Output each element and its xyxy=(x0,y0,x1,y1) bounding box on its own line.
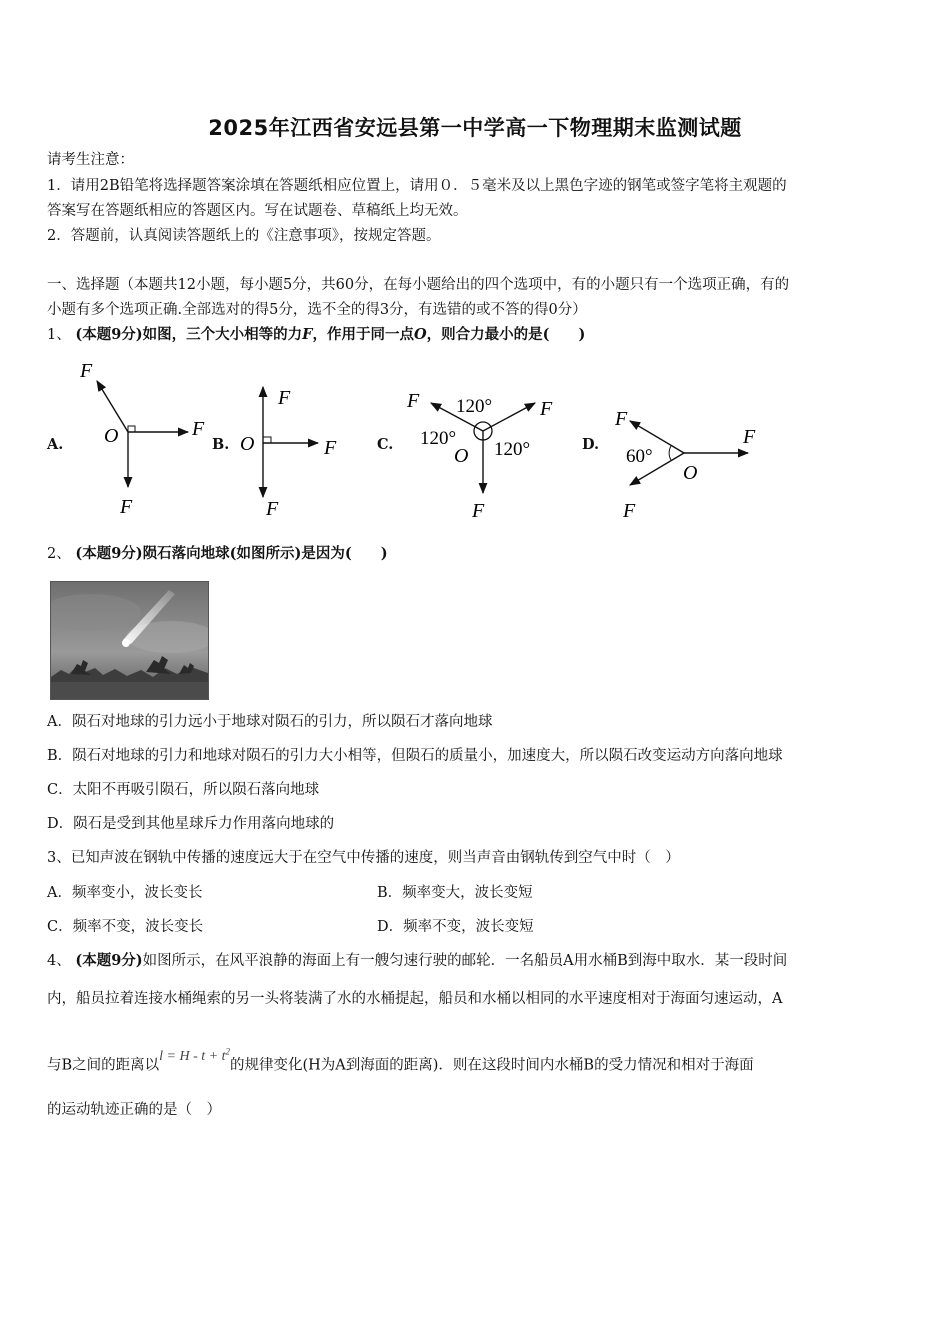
force-label: F xyxy=(192,418,205,440)
angle-label: 60° xyxy=(626,446,653,467)
q1-option-b-label: B. xyxy=(212,436,230,453)
q2-points: (本题9分) xyxy=(75,545,143,562)
notice-heading: 请考生注意： xyxy=(47,152,134,168)
q2-stem xyxy=(47,544,388,564)
q4-line1 xyxy=(47,951,787,971)
right-angle-mark xyxy=(263,437,271,443)
force-label: F xyxy=(278,387,291,409)
q4-line4: 的运动轨迹正确的是（ ） xyxy=(47,1102,221,1118)
angle-label: 120° xyxy=(494,439,531,460)
q4-line3-a: 与B之间的距离以 xyxy=(47,1057,160,1074)
q2-option-a: A．陨石对地球的引力远小于地球对陨石的引力，所以陨石才落向地球 xyxy=(47,714,493,730)
q2-option-d: D．陨石是受到其他星球斥力作用落向地球的 xyxy=(47,816,335,832)
right-angle-mark xyxy=(128,426,135,432)
q2-option-b: B．陨石对地球的引力和地球对陨石的引力大小相等，但陨石的质量小，加速度大，所以陨石改变运动方向落向地球 xyxy=(47,748,783,764)
force-label: F xyxy=(615,408,628,430)
q1-stem-F: F xyxy=(302,326,313,343)
q1-option-a-label: A. xyxy=(47,436,64,453)
q1-stem-b: ，作用于同一点 xyxy=(312,326,414,343)
force-label: F xyxy=(743,426,756,448)
q3-option-c: C．频率不变，波长变长 xyxy=(47,919,204,935)
q1-stem-O: O xyxy=(413,326,427,343)
q3-stem: 3、已知声波在钢轨中传播的速度远大于在空气中传播的速度，则当声音由钢轨传到空气中时（ ） xyxy=(47,850,680,866)
q1-option-c-label: C. xyxy=(377,436,394,453)
q4-formula xyxy=(159,1046,230,1064)
section1-line1: 一、选择题（本题共12小题，每小题5分，共60分，在每小题给出的四个选项中，有的小题只有一个选项正确，有的 xyxy=(47,277,790,293)
q1-force-diagrams xyxy=(0,355,950,530)
q4-line1-text: 如图所示，在风平浪静的海面上有一艘匀速行驶的邮轮．一名船员A用水桶B到海中取水．某一段时间 xyxy=(142,953,788,969)
origin-label: O xyxy=(683,462,698,484)
meteor-head xyxy=(122,639,130,647)
q4-points: (本题9分) xyxy=(75,952,143,969)
force-label: F xyxy=(472,500,485,522)
q1-points: (本题9分) xyxy=(75,326,143,343)
angle-label: 120° xyxy=(420,428,457,449)
page-title: 2025年江西省安远县第一中学高一下物理期末监测试题 xyxy=(208,116,742,140)
q3-option-a: A．频率变小，波长变长 xyxy=(47,885,203,901)
q1-option-d-label: D. xyxy=(582,436,600,453)
q4-formula-main: l = H - t + t xyxy=(159,1048,226,1064)
origin-label: O xyxy=(240,433,255,455)
angle-label: 120° xyxy=(456,396,493,417)
q1-stem xyxy=(47,325,585,345)
origin-label: O xyxy=(104,425,119,447)
section1-line2: 小题有多个选项正确.全部选对的得5分，选不全的得3分，有选错的或不答的得0分） xyxy=(47,302,587,318)
q1-stem-a: 如图，三个大小相等的力 xyxy=(142,326,303,343)
force-label: F xyxy=(80,360,93,382)
q1-number: 1、 xyxy=(47,327,71,343)
q4-line3-b: 的规律变化(H为A到海面的距离)．则在这段时间内水桶B的受力情况和相对于海面 xyxy=(230,1057,754,1074)
q2-stem-text: 陨石落向地球(如图所示)是因为( ) xyxy=(142,545,388,562)
force-label: F xyxy=(120,496,133,518)
q4-line2: 内，船员拉着连接水桶绳索的另一头将装满了水的水桶提起，船员和水桶以相同的水平速度相对于海面匀速运动，A xyxy=(47,991,783,1007)
diagram-a xyxy=(79,360,205,518)
q3-option-d: D．频率不变，波长变短 xyxy=(377,919,534,935)
q2-number: 2、 xyxy=(47,546,71,562)
q4-line3 xyxy=(47,1046,754,1077)
angle-arc xyxy=(669,446,671,460)
notice-item2: 2．答题前，认真阅读答题纸上的《注意事项》，按规定答题。 xyxy=(47,228,441,244)
force-label: F xyxy=(324,437,337,459)
notice-item1-line1: 1．请用2B铅笔将选择题答案涂填在答题纸相应位置上，请用０．５毫米及以上黑色字迹的钢笔或签字笔将主观题的 xyxy=(47,178,787,194)
q3-option-b: B．频率变大，波长变短 xyxy=(377,885,533,901)
force-label: F xyxy=(407,390,420,412)
diagram-b xyxy=(240,387,337,520)
q1-stem-c: ，则合力最小的是( ) xyxy=(426,326,586,343)
q4-formula-sup: 2 xyxy=(225,1046,230,1056)
force-label: F xyxy=(623,500,636,522)
force-label: F xyxy=(540,398,553,420)
meteor-image xyxy=(50,581,209,700)
origin-label: O xyxy=(454,445,469,467)
notice-item1-line2: 答案写在答题纸相应的答题区内。写在试题卷、草稿纸上均无效。 xyxy=(47,203,468,219)
force-label: F xyxy=(266,498,279,520)
diagram-c xyxy=(406,390,553,522)
q4-number: 4、 xyxy=(47,953,71,969)
q2-option-c: C．太阳不再吸引陨石，所以陨石落向地球 xyxy=(47,782,320,798)
diagram-d xyxy=(614,408,756,522)
